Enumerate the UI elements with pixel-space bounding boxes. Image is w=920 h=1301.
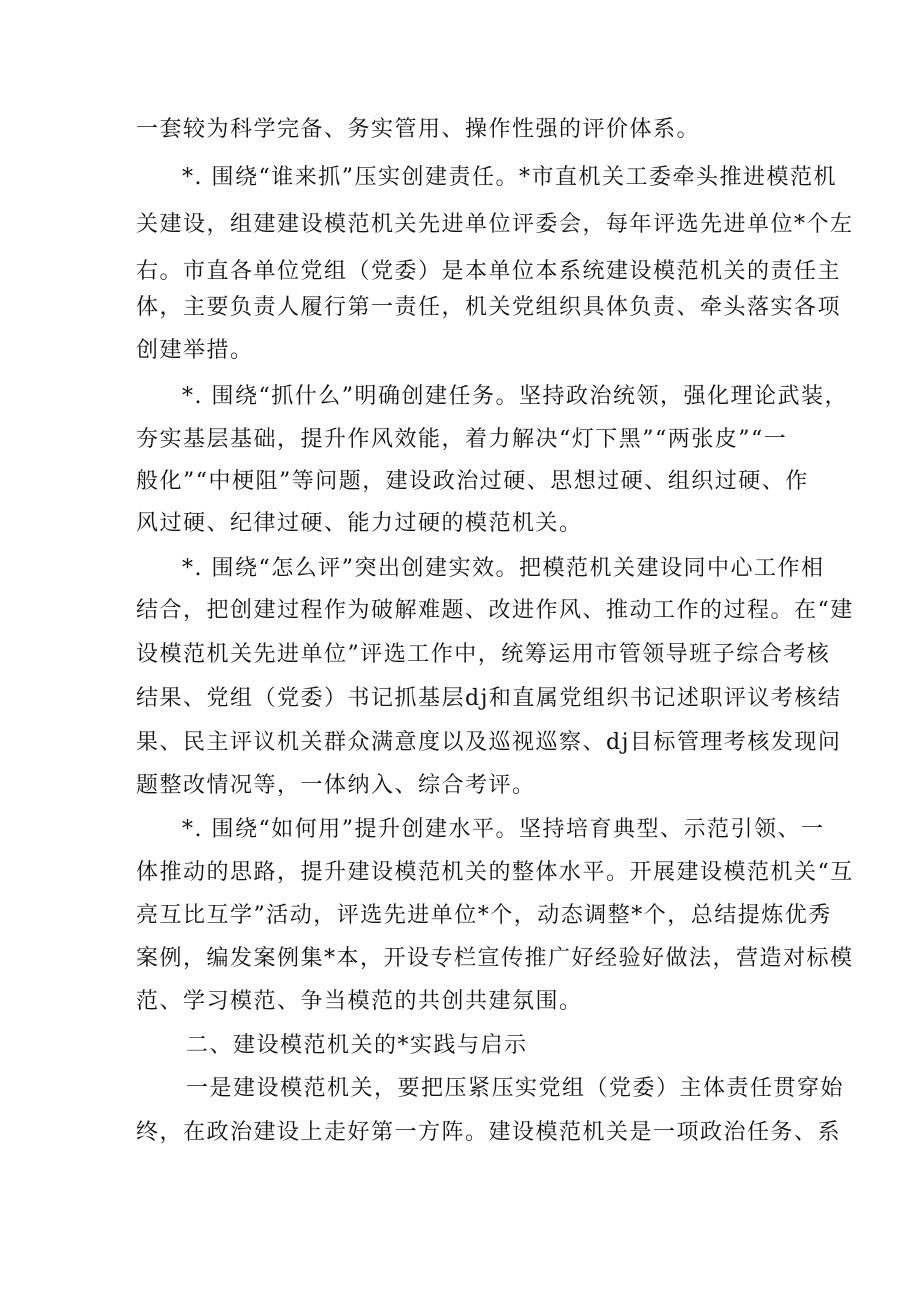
paragraph-line: 右。市直各单位党组（党委）是本单位本系统建设模范机关的责任主 xyxy=(136,259,842,284)
paragraph-line: 范、学习模范、争当模范的共创共建氛围。 xyxy=(136,989,583,1014)
paragraph-line: 设模范机关先进单位”评选工作中，统筹运用市管领导班子综合考核 xyxy=(136,642,831,667)
paragraph-line: 般化”“中梗阻”等问题，建设政治过硬、思想过硬、组织过硬、作 xyxy=(136,469,809,494)
paragraph-line: *. 围绕“如何用”提升创建水平。坚持培育典型、示范引领、一 xyxy=(182,817,825,842)
paragraph-line: *. 围绕“谁来抓”压实创建责任。*市直机关工委牵头推进模范机 xyxy=(182,165,837,190)
paragraph-line: 结果、党组（党委）书记抓基层dj和直属党组织书记述职评议考核结 xyxy=(136,686,842,711)
paragraph-line: 体推动的思路，提升建设模范机关的整体水平。开展建设模范机关“互 xyxy=(136,860,854,885)
paragraph-line: 亮互比互学”活动，评选先进单位*个，动态调整*个，总结提炼优秀 xyxy=(136,903,832,928)
paragraph-line: 体，主要负责人履行第一责任，机关党组织具体负责、牵头落实各项 xyxy=(136,295,842,320)
paragraph-line: 夯实基层基础，提升作风效能，着力解决“灯下黑”“两张皮”“一 xyxy=(136,427,788,452)
paragraph-line: 终，在政治建设上走好第一方阵。建设模范机关是一项政治任务、系 xyxy=(136,1120,842,1145)
paragraph-line: 果、民主评议机关群众满意度以及巡视巡察、dj目标管理考核发现问 xyxy=(136,730,842,755)
section-heading: 二、建设模范机关的*实践与启示 xyxy=(186,1033,528,1058)
paragraph-line: 结合，把创建过程作为破解难题、改进作风、推动工作的过程。在“建 xyxy=(136,598,854,623)
paragraph-line: 创建举措。 xyxy=(136,338,254,363)
paragraph-line: 风过硬、纪律过硬、能力过硬的模范机关。 xyxy=(136,511,583,536)
paragraph-line: *. 围绕“抓什么”明确创建任务。坚持政治统领，强化理论武装， xyxy=(182,384,848,409)
paragraph-line: 题整改情况等，一体纳入、综合考评。 xyxy=(136,773,536,798)
paragraph-line: 一套较为科学完备、务实管用、操作性强的评价体系。 xyxy=(136,117,701,142)
paragraph-line: 案例，编发案例集*本，开设专栏宣传推广好经验好做法，营造对标模 xyxy=(136,946,854,971)
paragraph-line: 关建设，组建建设模范机关先进单位评委会，每年评选先进单位*个左 xyxy=(136,212,854,237)
paragraph-line: *. 围绕“怎么评”突出创建实效。把模范机关建设同中心工作相 xyxy=(182,556,825,581)
paragraph-line: 一是建设模范机关，要把压紧压实党组（党委）主体责任贯穿始 xyxy=(186,1076,845,1101)
